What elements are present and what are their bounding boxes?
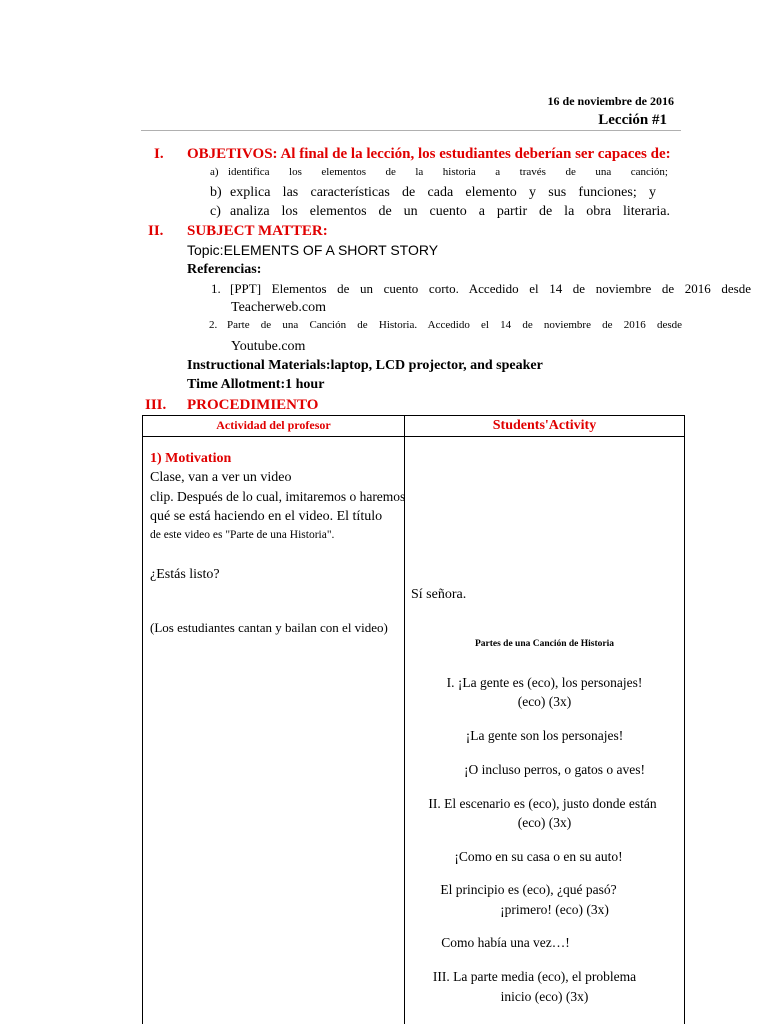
song-line-10: Como había una vez…! — [441, 935, 570, 950]
motivation-label: 1) Motivation — [150, 451, 232, 466]
references-label: Referencias: — [187, 262, 262, 277]
table-left-border — [142, 415, 143, 1024]
objective-c-text: analiza los elementos de un cuento a partir de la obra literaria. — [230, 204, 670, 219]
song-title: Partes de una Canción de Historia — [474, 639, 615, 649]
reference-2-source: Youtube.com — [231, 339, 306, 354]
teacher-line-3: qué se está haciendo en el video. El título — [150, 509, 383, 524]
document-date: 16 de noviembre de 2016 — [547, 94, 674, 108]
section-2-numeral: II. — [148, 223, 164, 239]
reference-1-line1: [PPT] Elementos de un cuento corto. Accedido el 14 de noviembre de 2016 desde — [230, 281, 751, 296]
table-top-border — [142, 415, 685, 416]
instructional-materials: Instructional Materials:laptop, LCD projector, and speaker — [187, 358, 543, 373]
section-1-numeral: I. — [154, 146, 164, 162]
section-2-title: SUBJECT MATTER: — [187, 223, 328, 239]
objective-a-text: identifica los elementos de la historia a través de una canción; — [228, 166, 668, 178]
section-3-numeral: III. — [145, 397, 167, 413]
song-line-8: El principio es (eco), ¿qué pasó? — [440, 882, 617, 897]
song-line-4: ¡O incluso perros, o gatos o aves! — [463, 762, 646, 777]
teacher-line-4: de este video es "Parte de una Historia". — [150, 529, 335, 541]
song-line-3: ¡La gente son los personajes! — [465, 728, 624, 743]
objective-b-marker: b) — [210, 185, 222, 200]
student-answer: Sí señora. — [411, 587, 467, 602]
table-right-border — [684, 415, 685, 1024]
song-line-9: ¡primero! (eco) (3x) — [500, 902, 609, 917]
teacher-activity-header: Actividad del profesor — [216, 418, 331, 432]
time-allotment: Time Allotment:1 hour — [187, 377, 325, 392]
reference-1-source: Teacherweb.com — [231, 300, 327, 315]
song-line-7: ¡Como en su casa o en su auto! — [454, 849, 623, 864]
reference-1-marker: 1. — [211, 281, 221, 296]
objective-c-marker: c) — [210, 204, 221, 219]
objective-b-text: explica las características de cada elemento y sus funciones; y — [230, 185, 656, 200]
header-divider — [141, 130, 681, 131]
song-line-1: I. ¡La gente es (eco), los personajes! — [446, 675, 643, 690]
song-line-12: inicio (eco) (3x) — [500, 989, 589, 1004]
reference-2-line1: Parte de una Canción de Historia. Accedido el 14 de noviembre de 2016 desde — [227, 319, 682, 331]
section-1-title: OBJETIVOS: Al final de la lección, los estudiantes deberían ser capaces de: — [187, 146, 671, 162]
reference-2-marker: 2. — [209, 319, 218, 331]
table-header-border — [142, 436, 685, 437]
song-line-2: (eco) (3x) — [517, 694, 572, 709]
teacher-line-2: clip. Después de lo cual, imitaremos o haremos — [150, 489, 406, 504]
teacher-note: (Los estudiantes cantan y bailan con el video) — [150, 620, 388, 635]
objective-a-marker: a) — [210, 166, 219, 178]
teacher-line-1: Clase, van a ver un video — [150, 470, 292, 485]
song-line-5: II. El escenario es (eco), justo donde están — [428, 796, 657, 811]
student-activity-header: Students'Activity — [492, 418, 597, 433]
song-line-6: (eco) (3x) — [517, 815, 572, 830]
song-line-11: III. La parte media (eco), el problema — [432, 969, 637, 984]
teacher-question: ¿Estás listo? — [150, 567, 220, 582]
section-3-title: PROCEDIMIENTO — [187, 397, 319, 413]
lesson-number: Lección #1 — [598, 112, 667, 128]
topic-line: Topic:ELEMENTS OF A SHORT STORY — [187, 242, 439, 258]
table-column-divider — [404, 415, 405, 1024]
